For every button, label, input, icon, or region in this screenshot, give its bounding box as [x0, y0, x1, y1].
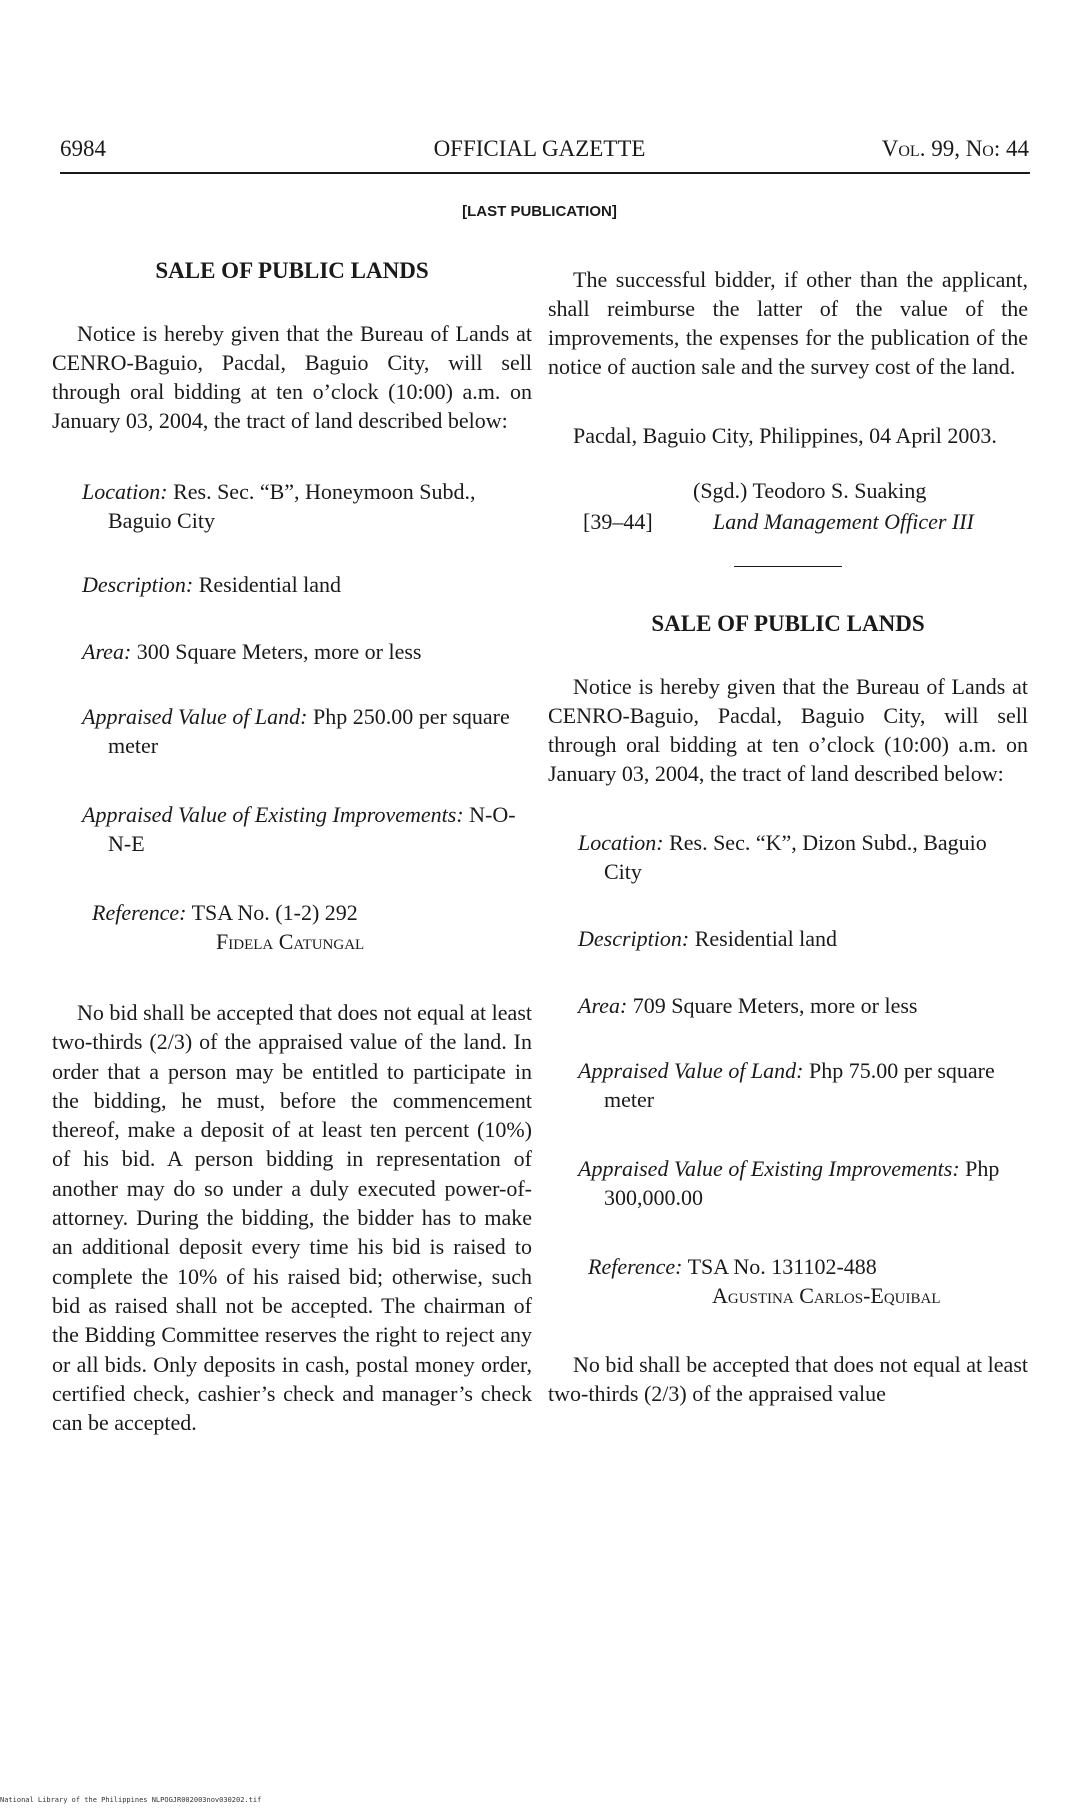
notice-1-reimburse-paragraph: The successful bidder, if other than the applicant, shall reimburse the latter of the value of the improvements, the expenses for the publication of the notice of auction sale and the survey cost of the land. — [548, 267, 1028, 379]
notice-1-location — [82, 477, 532, 535]
notice-1-reference — [92, 898, 532, 956]
notice-2-reference — [588, 1252, 1028, 1310]
area-value: 709 Square Meters, more or less — [632, 993, 918, 1018]
reference-name: Fidela Catungal — [216, 929, 365, 954]
notice-2-area — [578, 991, 1028, 1020]
notice-1-land-value — [82, 702, 532, 760]
land-value-label: Appraised Value of Land: — [82, 704, 308, 729]
description-value: Residential land — [198, 572, 342, 597]
land-value-label: Appraised Value of Land: — [578, 1058, 804, 1083]
scan-footer: National Library of the Philippines NLPOGJR002003nov030202.tif — [0, 1796, 262, 1804]
location-label: Location: — [578, 830, 664, 855]
notice-2-intro: Notice is hereby given that the Bureau of Lands at CENRO-Baguio, Pacdal, Baguio City, will sell through oral bidding at ten o’clock (10:00) a.m. on January 03, 2004, the tract of land described below: — [548, 674, 1028, 786]
improvements-value: Php 300,000.00 — [604, 1156, 1000, 1210]
reference-value: TSA No. 131102-488 — [687, 1254, 877, 1279]
notice-2-location — [578, 828, 1028, 886]
notice-1-column — [52, 256, 532, 1437]
notice-1-description — [82, 570, 532, 599]
land-value: Php 75.00 per square meter — [604, 1058, 995, 1112]
location-value: Res. Sec. “K”, Dizon Subd., Baguio City — [604, 830, 987, 884]
signatory: (Sgd.) Teodoro S. Suaking — [693, 478, 927, 503]
notice-divider — [734, 566, 842, 567]
description-label: Description: — [82, 572, 194, 597]
notice-1-area — [82, 637, 532, 666]
page-number: 6984 — [60, 136, 106, 161]
improvements-value: N-O-N-E — [108, 802, 516, 856]
area-label: Area: — [578, 993, 628, 1018]
notice-2-description — [578, 924, 1028, 953]
area-value: 300 Square Meters, more or less — [136, 639, 422, 664]
notice-1-improvements — [82, 800, 532, 858]
notice-2-land-value — [578, 1056, 1028, 1114]
volume-issue: Vol. 99, No: 44 — [881, 136, 1029, 161]
header-rule — [60, 172, 1030, 174]
location-value: Res. Sec. “B”, Honeymoon Subd., Baguio City — [108, 479, 476, 533]
reference-value: TSA No. (1-2) 292 — [191, 900, 358, 925]
description-label: Description: — [578, 926, 690, 951]
signature-block — [548, 476, 1028, 538]
description-value: Residential land — [694, 926, 838, 951]
land-value: Php 250.00 per square meter — [108, 704, 510, 758]
notice-2-improvements — [578, 1154, 1028, 1212]
reference-label: Reference: — [588, 1254, 683, 1279]
location-label: Location: — [82, 479, 168, 504]
signatory-title: Land Management Officer III — [713, 509, 974, 534]
reference-label: Reference: — [92, 900, 187, 925]
notice-2-title: SALE OF PUBLIC LANDS — [651, 611, 925, 636]
notice-1-place-date: Pacdal, Baguio City, Philippines, 04 April 2003. — [573, 423, 997, 448]
area-label: Area: — [82, 639, 132, 664]
reference-name: Agustina Carlos-Equibal — [712, 1283, 941, 1308]
notice-1-title: SALE OF PUBLIC LANDS — [155, 258, 429, 283]
improvements-label: Appraised Value of Existing Improvements: — [82, 802, 464, 827]
notice-1-intro: Notice is hereby given that the Bureau of Lands at CENRO-Baguio, Pacdal, Baguio City, will sell through oral bidding at ten o’clock (10:00) a.m. on January 03, 2004, the tract of land described below: — [52, 321, 532, 433]
last-publication-label: [LAST PUBLICATION] — [462, 203, 617, 220]
notice-1-bid-paragraph: No bid shall be accepted that does not equal at least two-thirds (2/3) of the appraised value of the land. In order that a person may be entitled to participate in the bidding, he must, before the commencement thereof, make a deposit of at least ten percent (10%) of his bid. A person bidding in representation of another may do so under a duly executed power-of-attorney. During the bidding, the bidder has to make an additional deposit every time his bid is raised to complete the 10% of his raised bid; otherwise, such bid as raised shall not be accepted. The chairman of the Bidding Committee reserves the right to reject any or all bids. Only deposits in cash, postal money order, certified check, cashier’s check and manager’s check can be accepted. — [52, 1000, 532, 1436]
notice-2-column — [548, 265, 1028, 1408]
notice-2-bid-paragraph: No bid shall be accepted that does not equal at least two-thirds (2/3) of the appraised value — [548, 1352, 1028, 1406]
improvements-label: Appraised Value of Existing Improvements: — [578, 1156, 960, 1181]
publication-title: OFFICIAL GAZETTE — [433, 136, 646, 161]
issue-reference: [39–44] — [583, 509, 653, 534]
